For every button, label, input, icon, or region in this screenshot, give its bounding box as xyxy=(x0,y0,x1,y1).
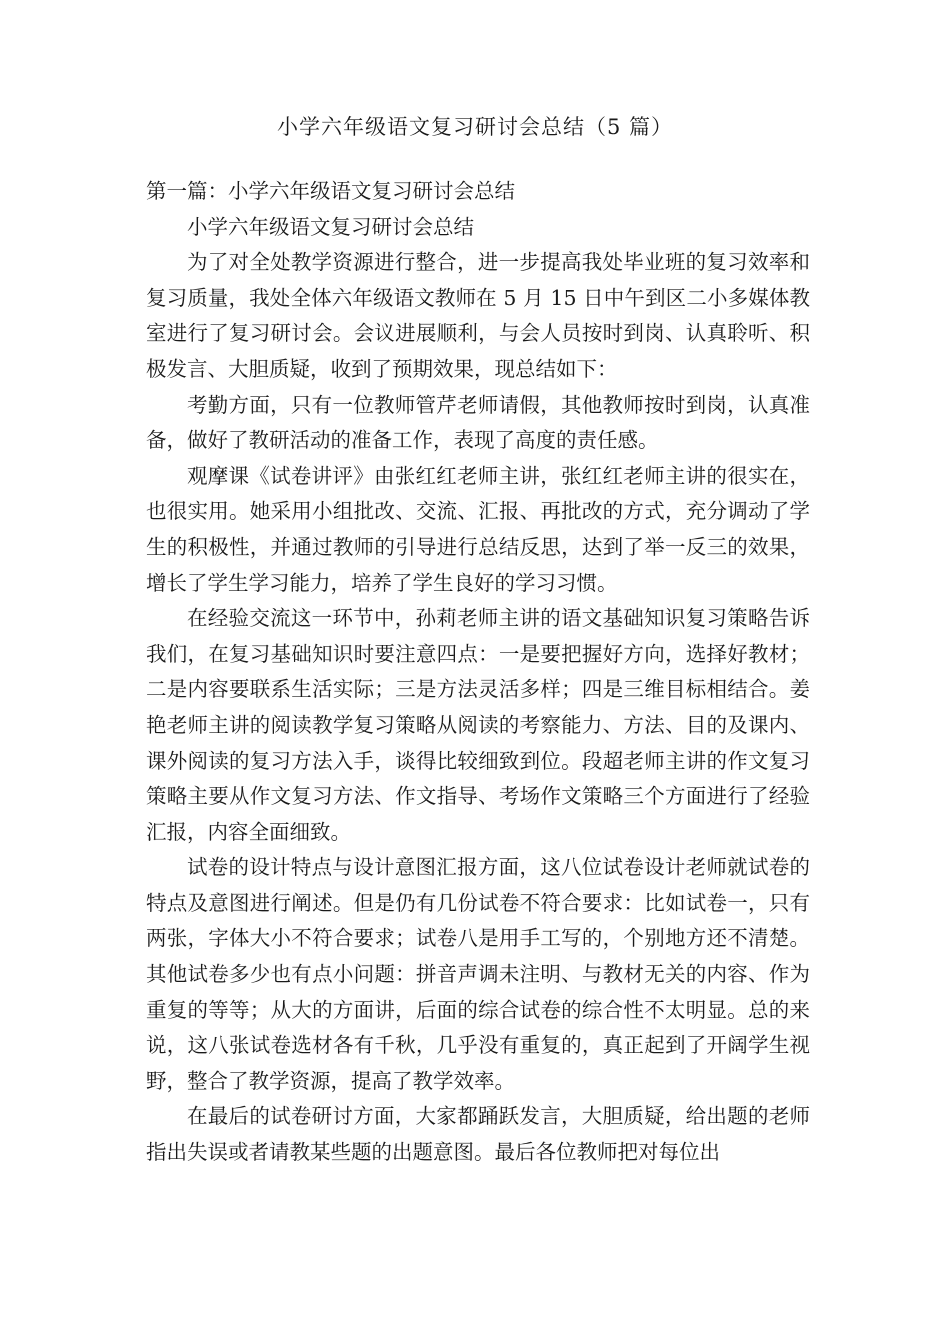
paragraph-intro: 为了对全处教学资源进行整合，进一步提高我处毕业班的复习效率和复习质量，我处全体六年级语文教师在 5 月 15 日中午到区二小多媒体教室进行了复习研讨会。会议进展顺利，与会人员按时到岗、认真聆听、积极发言、大胆质疑，收到了预期效果，现总结如下： xyxy=(146,250,810,381)
document-title: 小学六年级语文复习研讨会总结（5 篇） xyxy=(276,115,674,139)
paragraph-experience-exchange: 在经验交流这一环节中，孙莉老师主讲的语文基础知识复习策略告诉我们，在复习基础知识时要注意四点：一是要把握好方向，选择好教材；二是内容要联系生活实际；三是方法灵活多样；四是三维目标相结合。姜艳老师主讲的阅读教学复习策略从阅读的考察能力、方法、目的及课内、课外阅读的复习方法入手，谈得比较细致到位。段超老师主讲的作文复习策略主要从作文复习方法、作文指导、考场作文策略三个方面进行了经验汇报，内容全面细致。 xyxy=(146,606,810,844)
document-body xyxy=(146,174,810,1171)
paragraph-test-design: 试卷的设计特点与设计意图汇报方面，这八位试卷设计老师就试卷的特点及意图进行阐述。但是仍有几份试卷不符合要求：比如试卷一，只有两张，字体大小不符合要求；试卷八是用手工写的，个别地方还不清楚。其他试卷多少也有点小问题：拼音声调未注明、与教材无关的内容、作为重复的等等；从大的方面讲，后面的综合试卷的综合性不太明显。总的来说，这八张试卷选材各有千秋，几乎没有重复的，真正起到了开阔学生视野，整合了教学资源，提高了教学效率。 xyxy=(146,855,810,1093)
paragraph-demo-lesson: 观摩课《试卷讲评》由张红红老师主讲，张红红老师主讲的很实在，也很实用。她采用小组批改、交流、汇报、再批改的方式，充分调动了学生的积极性，并通过教师的引导进行总结反思，达到了举一反三的效果，增长了学生学习能力，培养了学生良好的学习习惯。 xyxy=(146,463,810,595)
paragraph-attendance: 考勤方面，只有一位教师管芹老师请假，其他教师按时到岗，认真准备，做好了教研活动的准备工作，表现了高度的责任感。 xyxy=(146,392,810,453)
section-subtitle: 小学六年级语文复习研讨会总结 xyxy=(187,214,474,239)
section-heading: 第一篇：小学六年级语文复习研讨会总结 xyxy=(146,179,515,203)
paragraph-test-discussion: 在最后的试卷研讨方面，大家都踊跃发言，大胆质疑，给出题的老师指出失误或者请教某些题的出题意图。最后各位教师把对每位出 xyxy=(146,1104,810,1165)
